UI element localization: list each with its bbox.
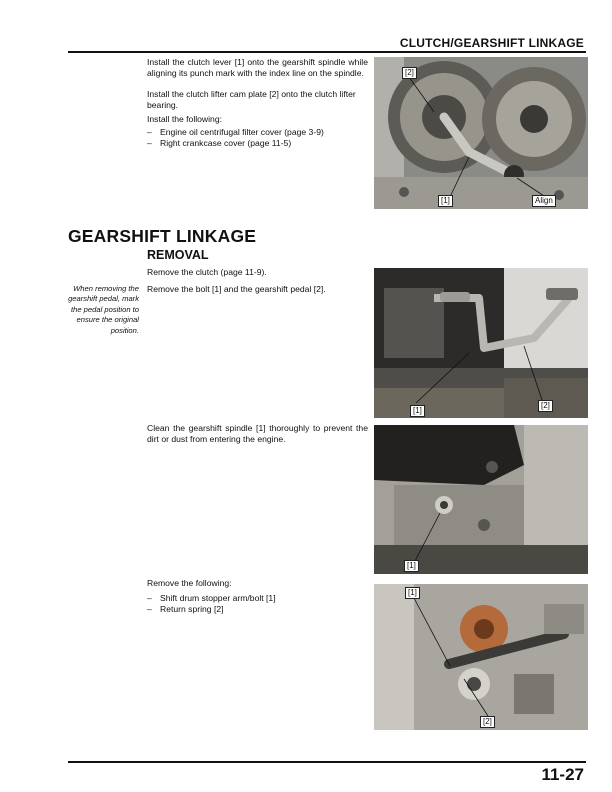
intro-paragraph-3: Install the following: — [147, 114, 222, 124]
list-item: – Engine oil centrifugal filter cover (page 3-9) — [147, 127, 324, 137]
header-rule — [68, 51, 586, 53]
removal-step-4: Remove the following: — [147, 578, 232, 588]
figure-callout: Align — [532, 195, 556, 207]
shift-drum-stopper-photo — [374, 584, 588, 730]
removal-step-3: Clean the gearshift spindle [1] thoroughly to prevent the dirt or dust from entering the engine. — [147, 423, 368, 444]
footer-rule — [68, 761, 586, 763]
list-item: – Shift drum stopper arm/bolt [1] — [147, 593, 276, 603]
side-note: When removing the gearshift pedal, mark the pedal position to ensure the original position. — [68, 284, 139, 335]
clutch-lever-photo — [374, 57, 588, 209]
intro-bullet-list — [147, 127, 368, 148]
gearshift-spindle-photo — [374, 425, 588, 574]
removal-bullet-list — [147, 593, 368, 614]
figure-callout: [1] — [410, 405, 425, 417]
figure-callout: [2] — [538, 400, 553, 412]
list-item: – Right crankcase cover (page 11-5) — [147, 137, 292, 148]
figure-callout: [1] — [438, 195, 453, 207]
gearshift-pedal-photo — [374, 268, 588, 418]
section-subtitle: REMOVAL — [147, 248, 209, 262]
section-title: GEARSHIFT LINKAGE — [68, 226, 257, 246]
running-header-title: CLUTCH/GEARSHIFT LINKAGE — [399, 36, 584, 50]
intro-paragraph-1: Install the clutch lever [1] onto the gearshift spindle while aligning its punch mark with the index line on the spindle. — [147, 57, 368, 78]
removal-step-1: Remove the clutch (page 11-9). — [147, 267, 267, 277]
figure-callout: [2] — [402, 67, 417, 79]
figure-callout: [1] — [405, 587, 420, 599]
figure-callout: [1] — [404, 560, 419, 572]
removal-step-2: Remove the bolt [1] and the gearshift pedal [2]. — [147, 284, 326, 294]
intro-paragraph-2: Install the clutch lifter cam plate [2] onto the clutch lifter bearing. — [147, 89, 356, 110]
list-item: – Return spring [2] — [147, 603, 224, 614]
page-number: 11-27 — [541, 765, 584, 784]
figure-callout: [2] — [480, 716, 495, 728]
